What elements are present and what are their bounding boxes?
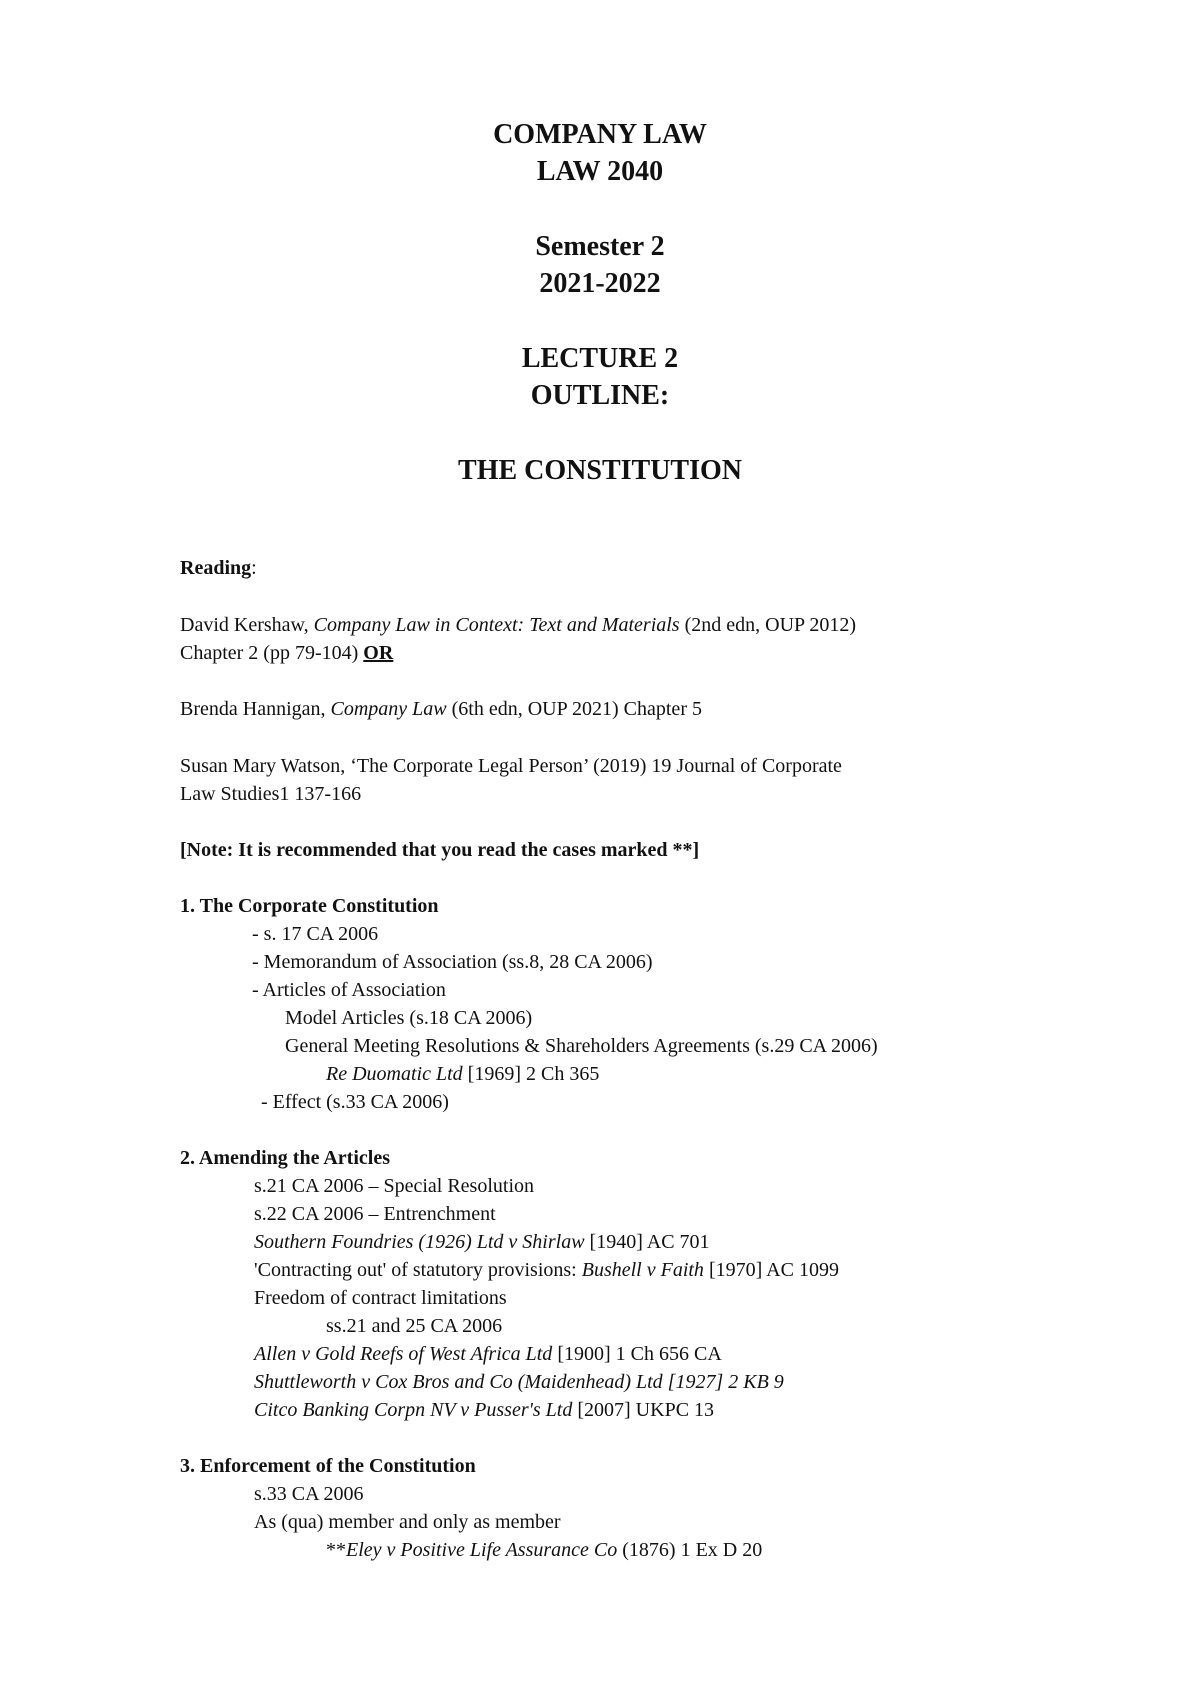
contracting-text: 'Contracting out' of statutory provisions: (254, 1259, 582, 1281)
section1-item: - s. 17 CA 2006 (252, 923, 379, 945)
eley-case: Eley v Positive Life Assurance Co (346, 1539, 618, 1561)
topic-title: THE CONSTITUTION (458, 455, 742, 486)
eley-line (326, 1536, 762, 1564)
topic-block (0, 452, 1200, 489)
reading-kershaw-line2 (180, 639, 393, 667)
semester: Semester 2 (535, 231, 665, 262)
freedom-line: Freedom of contract limitations (254, 1287, 507, 1309)
section2-heading: 2. Amending the Articles (180, 1147, 390, 1169)
reading-heading-line (180, 554, 257, 582)
reading-watson-line1: Susan Mary Watson, ‘The Corporate Legal Person’ (2019) 19 Journal of Corporate (180, 755, 842, 777)
course-code: LAW 2040 (536, 156, 664, 187)
or-label: OR (363, 642, 394, 664)
allen-case: Allen v Gold Reefs of West Africa Ltd (254, 1343, 553, 1365)
bushell-case: Bushell v Faith (581, 1259, 704, 1281)
allen-line (254, 1340, 722, 1368)
hannigan-author: Brenda Hannigan, (180, 698, 331, 720)
contracting-line (254, 1256, 839, 1284)
academic-year: 2021-2022 (539, 268, 661, 299)
duomatic-line (326, 1060, 599, 1088)
section3-item: As (qua) member and only as member (254, 1511, 561, 1533)
kershaw-author: David Kershaw, (180, 614, 314, 636)
section1-heading: 1. The Corporate Constitution (180, 895, 439, 917)
outline-label: OUTLINE: (530, 380, 670, 411)
section3-item: s.33 CA 2006 (254, 1483, 364, 1505)
reading-kershaw-line1 (180, 611, 856, 639)
title-block (0, 116, 1200, 190)
kershaw-details: (2nd edn, OUP 2012) (679, 614, 857, 636)
duomatic-cite: [1969] 2 Ch 365 (462, 1063, 600, 1085)
section1-item: - Memorandum of Association (ss.8, 28 CA 2006) (252, 951, 653, 973)
eley-cite: (1876) 1 Ex D 20 (617, 1539, 763, 1561)
allen-cite: [1900] 1 Ch 656 CA (552, 1343, 722, 1365)
hannigan-details: (6th edn, OUP 2021) Chapter 5 (446, 698, 702, 720)
section2-item: s.22 CA 2006 – Entrenchment (254, 1203, 496, 1225)
course-name: COMPANY LAW (493, 119, 707, 150)
shuttleworth-line: Shuttleworth v Cox Bros and Co (Maidenhead) Ltd [1927] 2 KB 9 (254, 1371, 784, 1393)
reading-hannigan (180, 695, 702, 723)
bushell-cite: [1970] AC 1099 (703, 1259, 839, 1281)
southern-cite: [1940] AC 701 (584, 1231, 710, 1253)
reading-heading: Reading (180, 557, 252, 579)
section1-item: - Articles of Association (252, 979, 446, 1001)
section2-item: s.21 CA 2006 – Special Resolution (254, 1175, 534, 1197)
kershaw-chapter: Chapter 2 (pp 79-104) (180, 642, 364, 664)
citco-cite: [2007] UKPC 13 (572, 1399, 715, 1421)
eley-prefix: ** (326, 1539, 346, 1561)
reading-watson-line2: Law Studies1 137-166 (180, 783, 362, 805)
citco-case: Citco Banking Corpn NV v Pusser's Ltd (254, 1399, 573, 1421)
lecture-block (0, 340, 1200, 414)
southern-line (254, 1228, 710, 1256)
section1-item: General Meeting Resolutions & Shareholders Agreements (s.29 CA 2006) (285, 1035, 878, 1057)
reading-note: [Note: It is recommended that you read the cases marked **] (180, 839, 700, 861)
semester-block (0, 228, 1200, 302)
lecture-number: LECTURE 2 (521, 343, 679, 374)
ss21-line: ss.21 and 25 CA 2006 (326, 1315, 503, 1337)
section3-heading: 3. Enforcement of the Constitution (180, 1455, 476, 1477)
kershaw-title: Company Law in Context: Text and Materials (313, 614, 680, 636)
reading-colon: : (251, 557, 257, 579)
citco-line (254, 1396, 714, 1424)
duomatic-case: Re Duomatic Ltd (326, 1063, 463, 1085)
section1-item: Model Articles (s.18 CA 2006) (285, 1007, 533, 1029)
hannigan-title: Company Law (330, 698, 447, 720)
section1-effect: - Effect (s.33 CA 2006) (261, 1091, 449, 1113)
southern-case: Southern Foundries (1926) Ltd v Shirlaw (254, 1231, 585, 1253)
